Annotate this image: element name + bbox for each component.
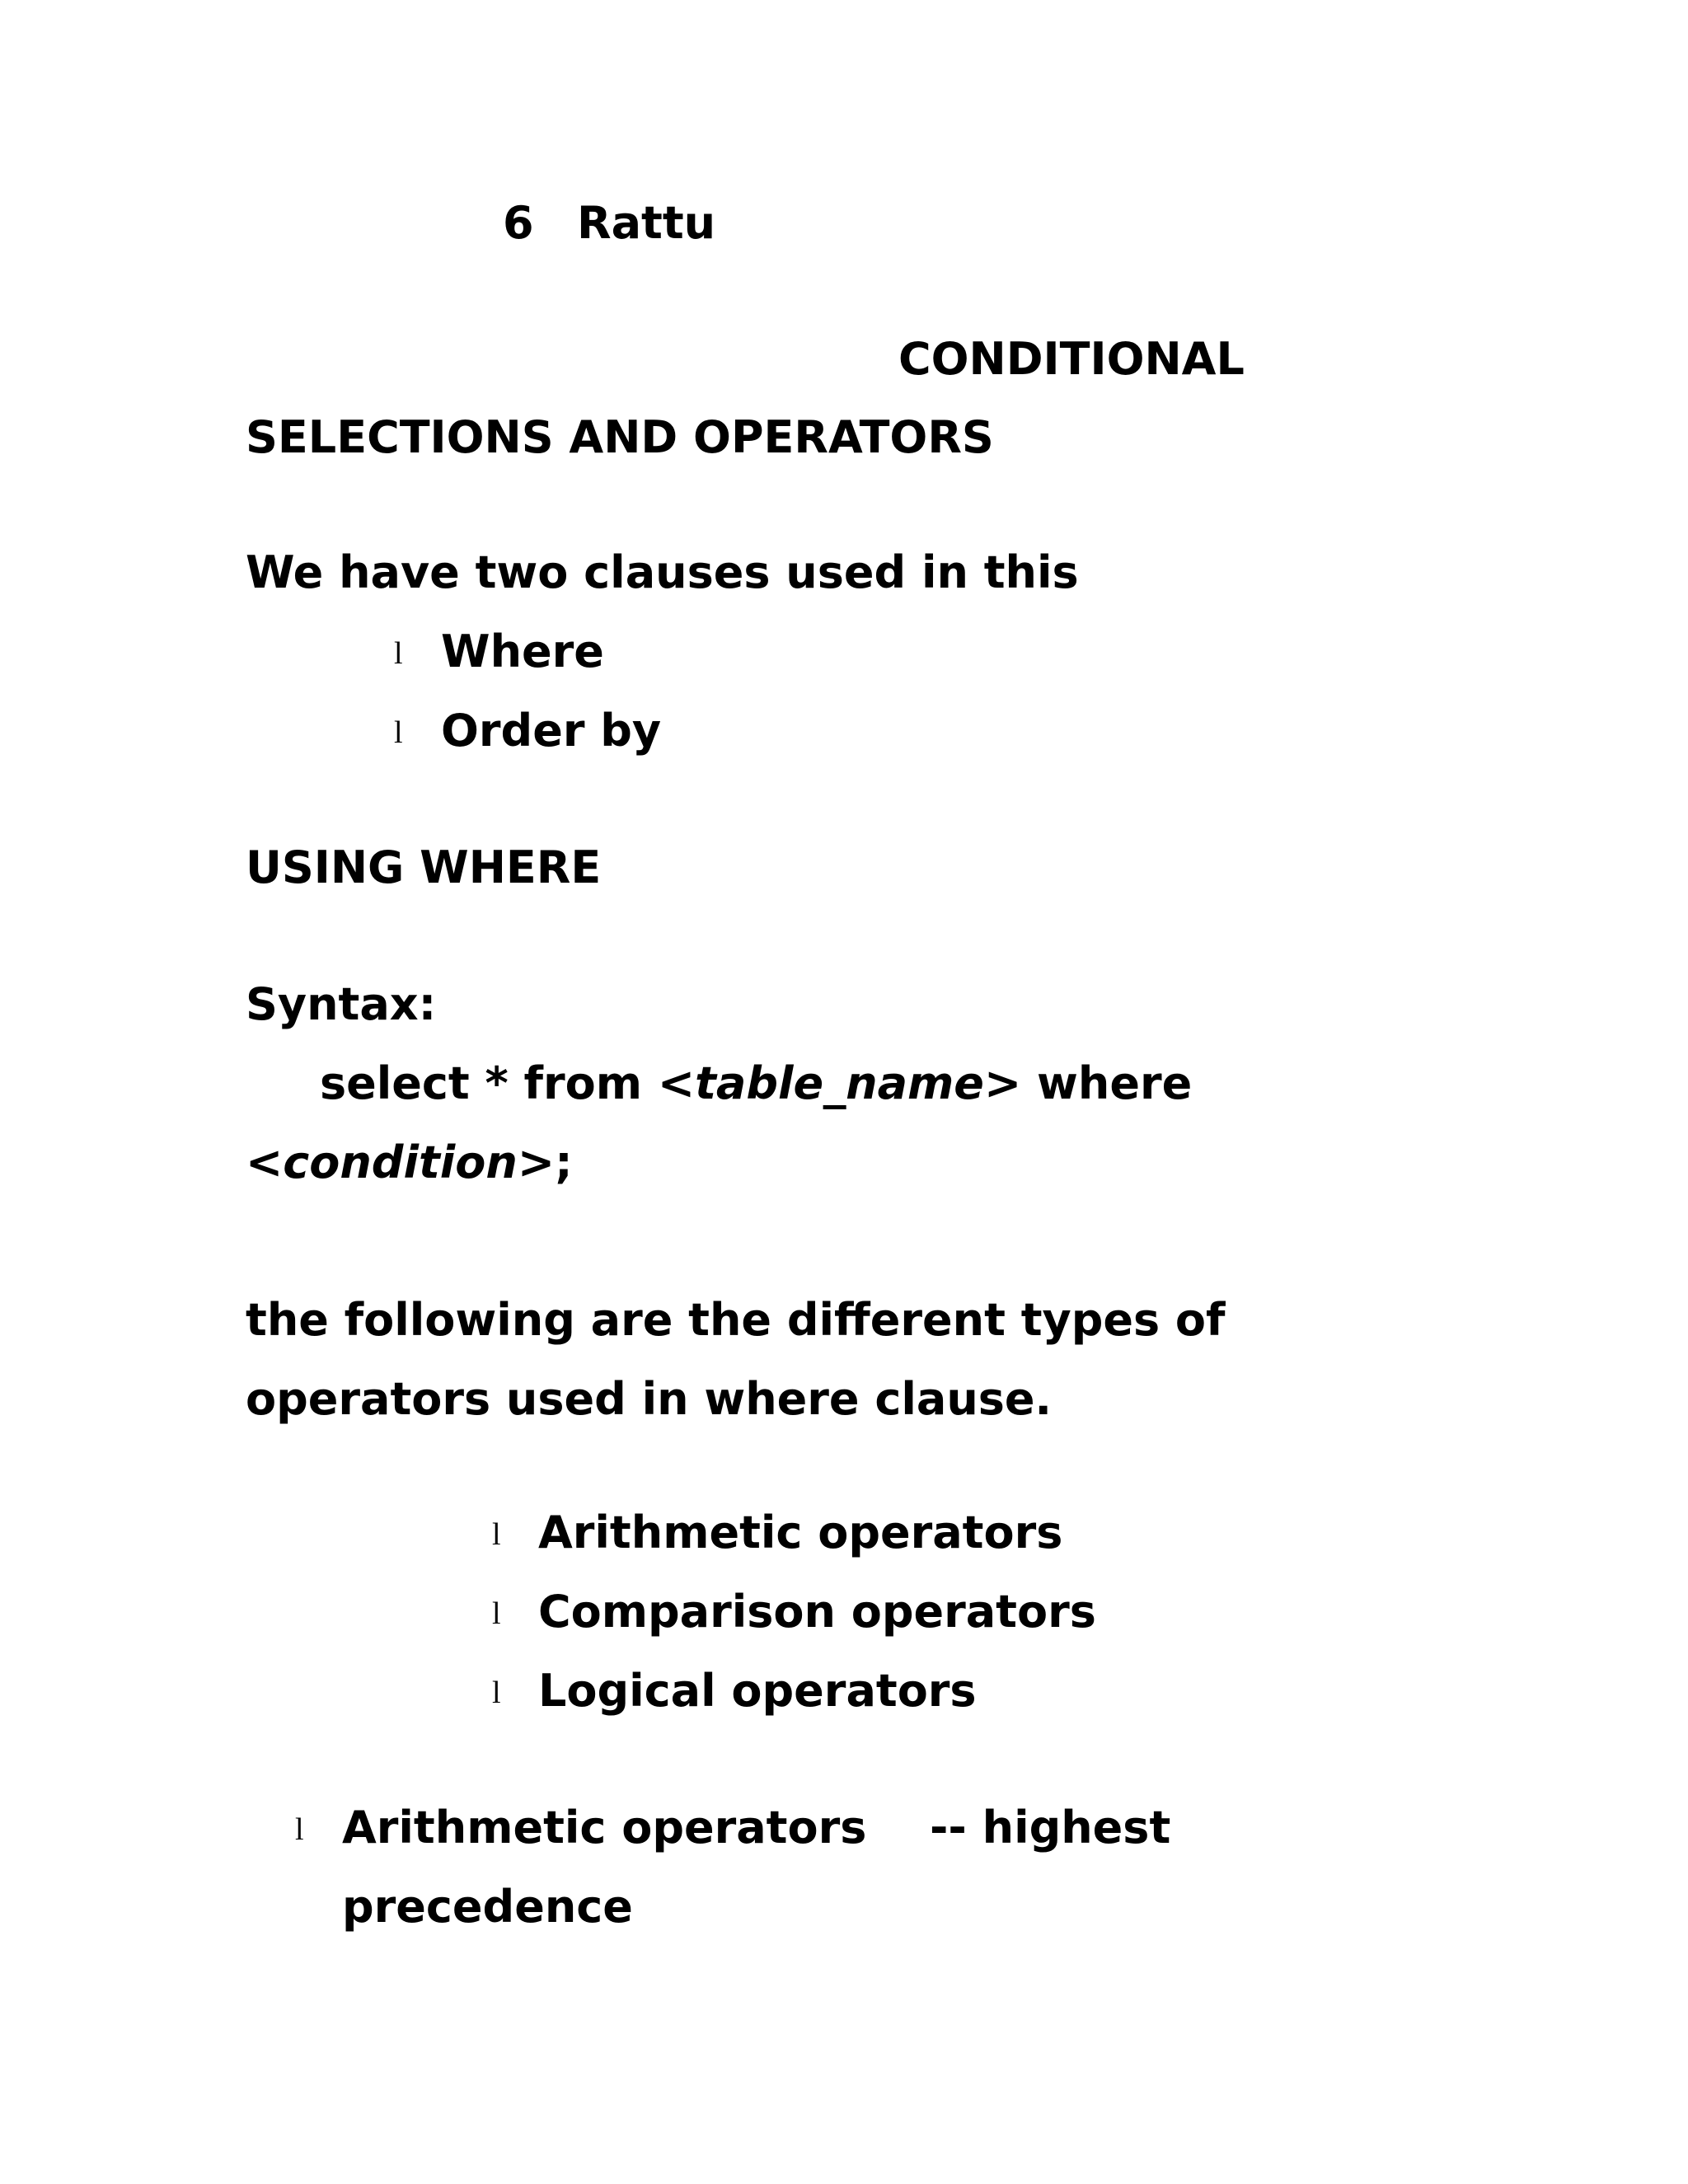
bullet-icon: l <box>394 636 403 671</box>
syntax-condition-placeholder: condition <box>283 1137 518 1188</box>
page-number: 6 <box>503 197 534 249</box>
author-name: Rattu <box>577 197 716 249</box>
section-title-line1: CONDITIONAL <box>898 333 1245 385</box>
clause-item: Where <box>441 626 604 677</box>
bullet-icon: l <box>492 1596 501 1631</box>
operators-intro-line2: operators used in where clause. <box>246 1373 1053 1425</box>
syntax-text: < <box>246 1137 284 1188</box>
using-where-heading: USING WHERE <box>246 841 602 893</box>
operators-intro-line1: the following are the different types of <box>246 1294 1226 1346</box>
arithmetic-heading: Arithmetic operators <box>342 1802 867 1854</box>
clause-item: Order by <box>441 705 662 757</box>
syntax-label: Syntax: <box>246 978 437 1030</box>
syntax-line2 <box>246 1134 573 1192</box>
operator-type-item: Logical operators <box>538 1665 977 1717</box>
syntax-table-placeholder: table_name <box>695 1057 984 1109</box>
arithmetic-precedence-note: -- highest <box>930 1802 1171 1854</box>
arithmetic-precedence-note-cont: precedence <box>342 1881 633 1933</box>
section-title-line2: SELECTIONS AND OPERATORS <box>246 411 994 463</box>
syntax-line1 <box>320 1055 1192 1113</box>
intro-text: We have two clauses used in this <box>246 546 1079 598</box>
operator-type-item: Comparison operators <box>538 1586 1096 1638</box>
syntax-text: >; <box>517 1137 573 1188</box>
bullet-icon: l <box>394 715 403 750</box>
bullet-icon: l <box>492 1517 501 1552</box>
syntax-text: > where <box>983 1057 1193 1109</box>
bullet-icon: l <box>492 1675 501 1710</box>
operator-type-item: Arithmetic operators <box>538 1507 1063 1558</box>
syntax-text: select * from < <box>320 1057 696 1109</box>
bullet-icon: l <box>295 1812 304 1847</box>
